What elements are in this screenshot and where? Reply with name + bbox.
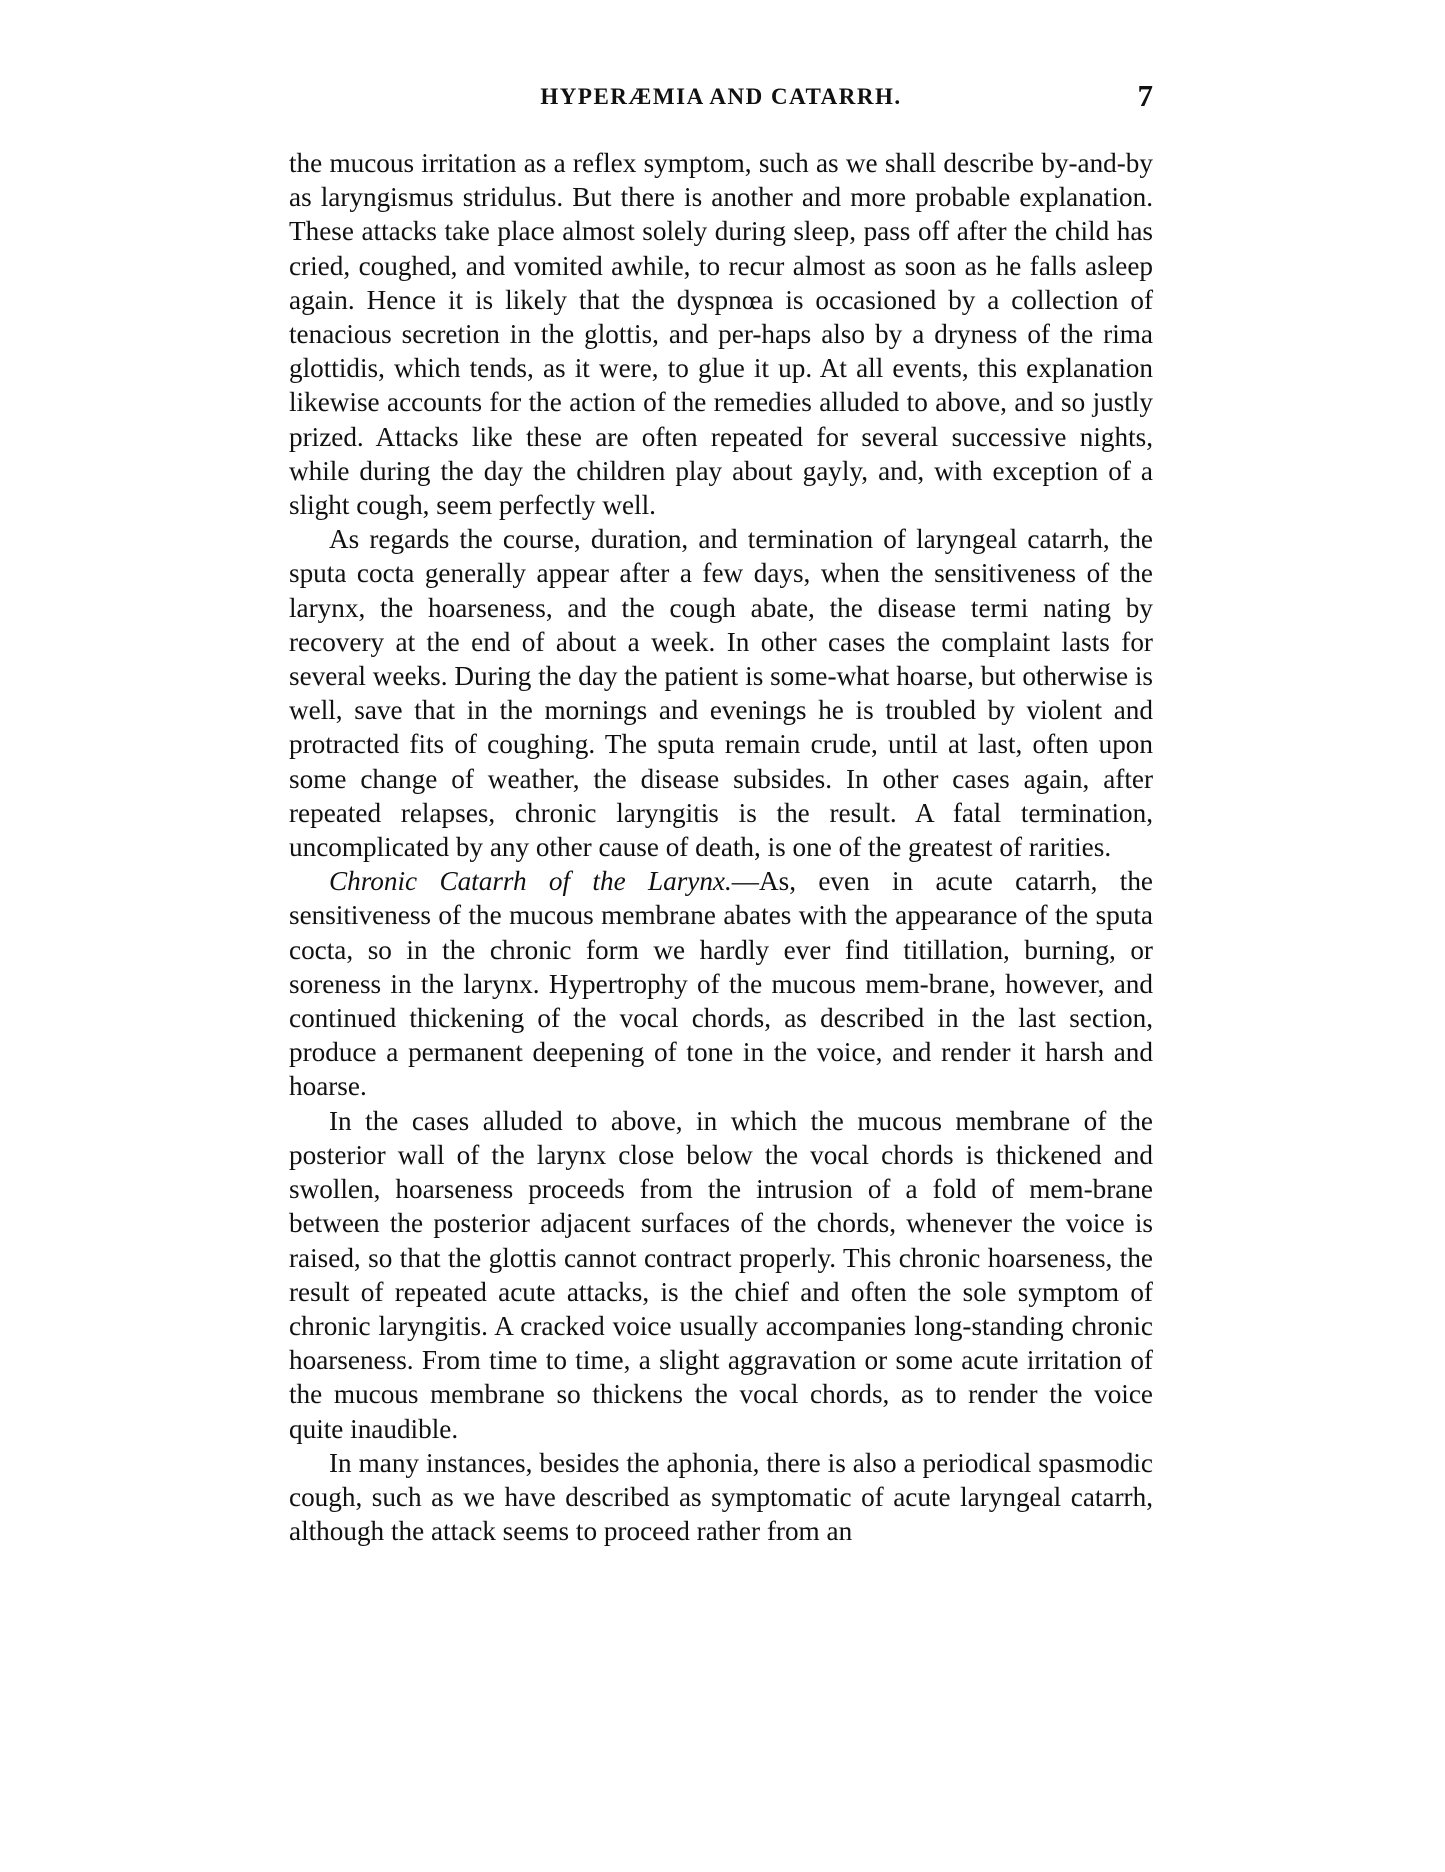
paragraph-continuation xyxy=(289,146,1153,522)
paragraph-course-duration xyxy=(289,522,1153,864)
paragraph-3-text: —As, even in acute catarrh, the sensitiveness of the mucous membrane abates with the appearance of the sputa cocta, so in the chronic form we hardly ever find titillation, burning, or soreness in the larynx. Hypertrophy of the mucous mem-brane, however, and continued thickening of the vocal chords, as described in the last section, produce a permanent deepening of tone in the voice, and render it harsh and hoarse. xyxy=(289,866,1153,1102)
paragraph-5-text: In many instances, besides the aphonia, there is also a periodical spasmodic cough, such as we have described as symptomatic of acute laryngeal catarrh, although the attack seems to proceed rather from an xyxy=(289,1447,1153,1547)
running-title: HYPERÆMIA AND CATARRH. xyxy=(540,84,902,109)
page-number: 7 xyxy=(1137,78,1153,113)
paragraph-chronic-catarrh xyxy=(289,864,1153,1103)
paragraph-1-text: the mucous irritation as a reflex symptom, such as we shall describe by-and-by as laryngismus stridulus. But there is another and more probable explanation. These attacks take place almost solely during sleep, pass off after the child has cried, coughed, and vomited awhile, to recur almost as soon as he falls asleep again. Hence it is likely that the dyspnœa is occasioned by a collection of tenacious secretion in the glottis, and per-haps also by a dryness of the rima glottidis, which tends, as it were, to glue it up. At all events, this explanation likewise accounts for the action of the remedies alluded to above, and so justly prized. Attacks like these are often repeated for several successive nights, while during the day the children play about gayly, and, with exception of a slight cough, seem perfectly well. xyxy=(289,148,1153,521)
paragraph-4-text: In the cases alluded to above, in which the mucous membrane of the posterior wall of the larynx close below the vocal chords is thickened and swollen, hoarseness proceeds from the intrusion of a fold of mem-brane between the posterior adjacent surfaces of the chords, whenever the voice is raised, so that the glottis cannot contract properly. This chronic hoarseness, the result of repeated acute attacks, is the chief and often the sole symptom of chronic laryngitis. A cracked voice usually accompanies long-standing chronic hoarseness. From time to time, a slight aggravation or some acute irritation of the mucous membrane so thickens the vocal chords, as to render the voice quite inaudible. xyxy=(289,1105,1153,1444)
paragraph-2-text: As regards the course, duration, and termination of laryngeal catarrh, the sputa cocta generally appear after a few days, when the sensitiveness of the larynx, the hoarseness, and the cough abate, the disease termi nating by recovery at the end of about a week. In other cases the complaint lasts for several weeks. During the day the patient is some-what hoarse, but otherwise is well, save that in the mornings and evenings he is troubled by violent and protracted fits of coughing. The sputa remain crude, until at last, often upon some change of weather, the disease subsides. In other cases again, after repeated relapses, chronic laryngitis is the result. A fatal termination, uncomplicated by any other cause of death, is one of the greatest of rarities. xyxy=(289,524,1153,863)
paragraph-chronic-hoarseness xyxy=(289,1104,1153,1446)
body-text xyxy=(289,146,1153,1548)
section-heading: Chronic Catarrh of the Larynx. xyxy=(329,866,732,897)
running-header xyxy=(289,78,1153,118)
paragraph-periodical-cough xyxy=(289,1446,1153,1549)
